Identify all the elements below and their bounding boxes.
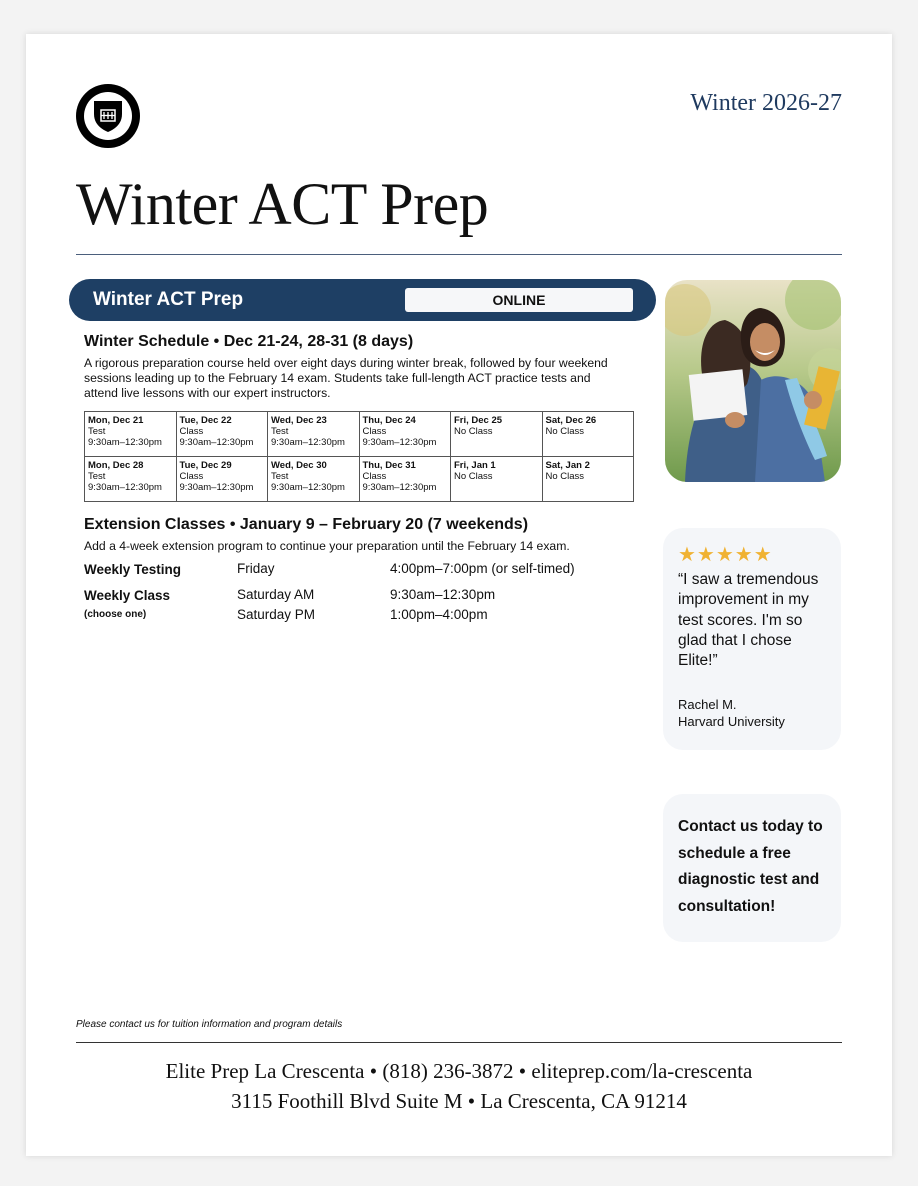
extension-heading: Extension Classes • January 9 – February 20 (7 weekends) [84,516,529,533]
table-cell: Tue, Dec 22 Class 9:30am–12:30pm [176,412,268,457]
page-title: Winter ACT Prep [76,171,489,237]
schedule-heading: Winter Schedule • Dec 21-24, 28-31 (8 days) [84,333,414,350]
table-row [85,412,634,457]
flyer-page [26,34,892,1156]
footer-contact-line: Elite Prep La Crescenta • (818) 236-3872 • eliteprep.com/la-crescenta [165,1059,753,1083]
footer [76,1056,842,1116]
season-label: Winter 2026-27 [690,90,842,116]
extension-description: Add a 4-week extension program to continue your preparation until the February 14 exam. [84,539,570,553]
testimonial-author [678,696,785,730]
schedule-table [84,411,634,502]
divider [76,254,842,255]
table-cell: Wed, Dec 30 Test 9:30am–12:30pm [268,457,360,502]
banner-title: Winter ACT Prep [93,289,244,310]
table-cell: Mon, Dec 21 Test 9:30am–12:30pm [85,412,177,457]
saturday-pm-day: Saturday PM [237,607,316,622]
table-cell: Tue, Dec 29 Class 9:30am–12:30pm [176,457,268,502]
weekly-class-note: (choose one) [84,609,147,620]
contact-cta: Contact us today to schedule a free diagnostic test and consultation! [678,818,823,915]
divider [76,1042,842,1043]
table-cell: Sat, Jan 2 No Class [542,457,634,502]
table-cell: Thu, Dec 24 Class 9:30am–12:30pm [359,412,451,457]
table-row [85,457,634,502]
testimonial-quote: “I saw a tremendous improvement in my test scores. I'm so glad that I chose Elite!” [678,571,819,670]
table-cell: Sat, Dec 26 No Class [542,412,634,457]
schedule-description: A rigorous preparation course held over eight days during winter break, followed by four weekend sessions leading up to the February 14 exam. Students take full-length ACT practice tests and attend live lessons with our expert instructors. [84,356,608,400]
star-rating-icon: ★★★★★ [678,544,773,566]
table-cell: Fri, Dec 25 No Class [451,412,543,457]
weekly-class-label: Weekly Class [84,588,171,603]
table-cell: Thu, Dec 31 Class 9:30am–12:30pm [359,457,451,502]
format-badge: ONLINE [405,288,633,312]
weekly-testing-time: 4:00pm–7:00pm (or self-timed) [390,561,575,576]
testimonial-card [663,528,841,750]
saturday-am-time: 9:30am–12:30pm [390,587,496,602]
table-cell: Wed, Dec 23 Test 9:30am–12:30pm [268,412,360,457]
program-banner [69,279,656,321]
table-cell: Fri, Jan 1 No Class [451,457,543,502]
table-cell: Mon, Dec 28 Test 9:30am–12:30pm [85,457,177,502]
reviewer-school: Harvard University [678,714,785,729]
saturday-pm-time: 1:00pm–4:00pm [390,607,488,622]
shield-crest-icon [76,84,140,148]
tuition-note: Please contact us for tuition information and program details [76,1019,343,1030]
weekly-testing-label: Weekly Testing [84,562,182,577]
reviewer-name: Rachel M. [678,697,737,712]
footer-address-line: 3115 Foothill Blvd Suite M • La Crescenta, CA 91214 [231,1089,687,1113]
weekly-testing-day: Friday [237,561,275,576]
students-hugging-photo [665,280,841,482]
contact-card [663,794,841,942]
saturday-am-day: Saturday AM [237,587,315,602]
